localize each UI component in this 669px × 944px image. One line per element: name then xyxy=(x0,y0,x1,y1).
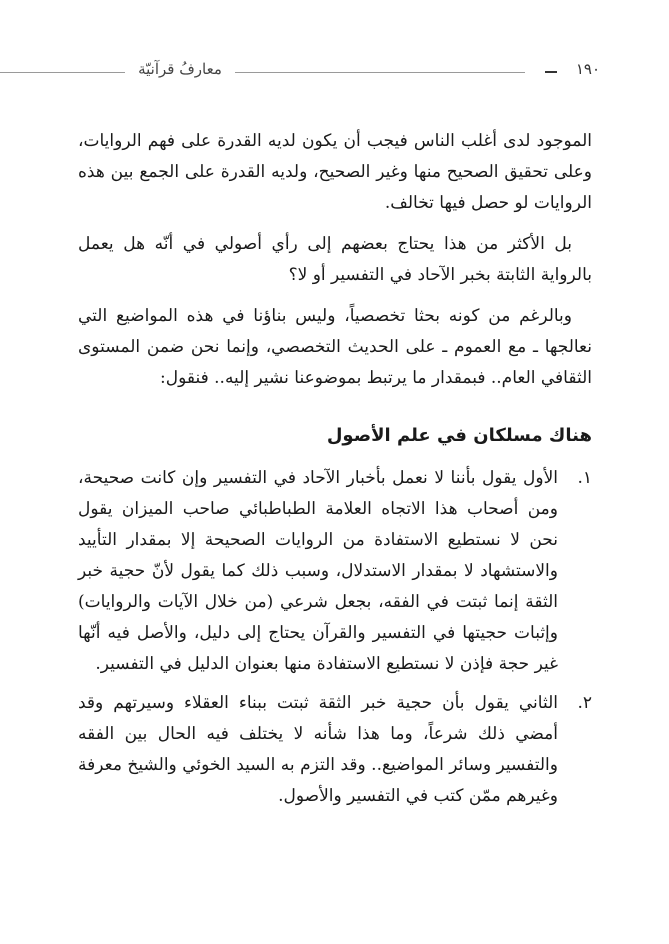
list-item xyxy=(78,688,592,812)
header-rule-left xyxy=(0,72,125,73)
section-heading: هناك مسلكان في علم الأصول xyxy=(326,425,592,446)
body-text xyxy=(78,126,592,812)
page-number-dash xyxy=(545,71,557,73)
list-item-text: الأول يقول بأننا لا نعمل بأخبار الآحاد في التفسير وإن كانت صحيحة، ومن أصحاب هذا الاتجاه العلامة الطباطبائي صاحب الميزان يقول نحن لا نستطيع الاستفادة من الروايات الصحيحة إلا بمقدار التأييد والاستشهاد لا بمقدار الاستدلال، وسبب ذلك كما يقول لأنّ حجية خبر الثقة إنما ثبتت في الفقه، بجعل شرعي (من خلال الآيات والروايات) وإثبات حجيتها في التفسير والقرآن يحتاج إلى دليل، والأصل فيه أنّها غير حجة فإذن لا نستطيع الاستفادة منها بعنوان الدليل في التفسير. xyxy=(78,468,558,674)
running-title: معارفُ قرآنيّة xyxy=(138,60,222,78)
paragraph-continuation: الموجود لدى أغلب الناس فيجب أن يكون لديه القدرة على فهم الروايات، وعلى تحقيق الصحيح منها وغير الصحيح، ولديه القدرة على الجمع بين هذه الروايات لو حصل فيها تخالف. xyxy=(78,131,592,213)
list-item xyxy=(78,463,592,680)
list-item-text: الثاني يقول بأن حجية خبر الثقة ثبتت ببناء العقلاء وسيرتهم وقد أمضي ذلك شرعاً، وما هذا شأنه لا يختلف فيه الحال بين الفقه والتفسير وسائر المواضيع.. وقد التزم به السيد الخوئي والشيخ معرفة وغيرهم ممّن كتب في التفسير والأصول. xyxy=(78,693,558,806)
paragraph: بل الأكثر من هذا يحتاج بعضهم إلى رأي أصولي في أنّه هل يعمل بالرواية الثابتة بخبر الآحاد في التفسير أو لا؟ xyxy=(78,234,592,285)
paragraph: وبالرغم من كونه بحثا تخصصياً، وليس بناؤنا في هذه المواضيع التي نعالجها ـ مع العموم ـ على الحديث التخصصي، وإنما نحن ضمن المستوى الثقافي العام.. فبمقدار ما يرتبط بموضوعنا نشير إليه.. فنقول: xyxy=(78,306,592,388)
list-item-number: ٢. xyxy=(577,693,592,713)
header-rule-middle xyxy=(235,72,525,73)
list-item-number: ١. xyxy=(577,468,592,488)
page-number: ١٩٠ xyxy=(575,60,600,78)
